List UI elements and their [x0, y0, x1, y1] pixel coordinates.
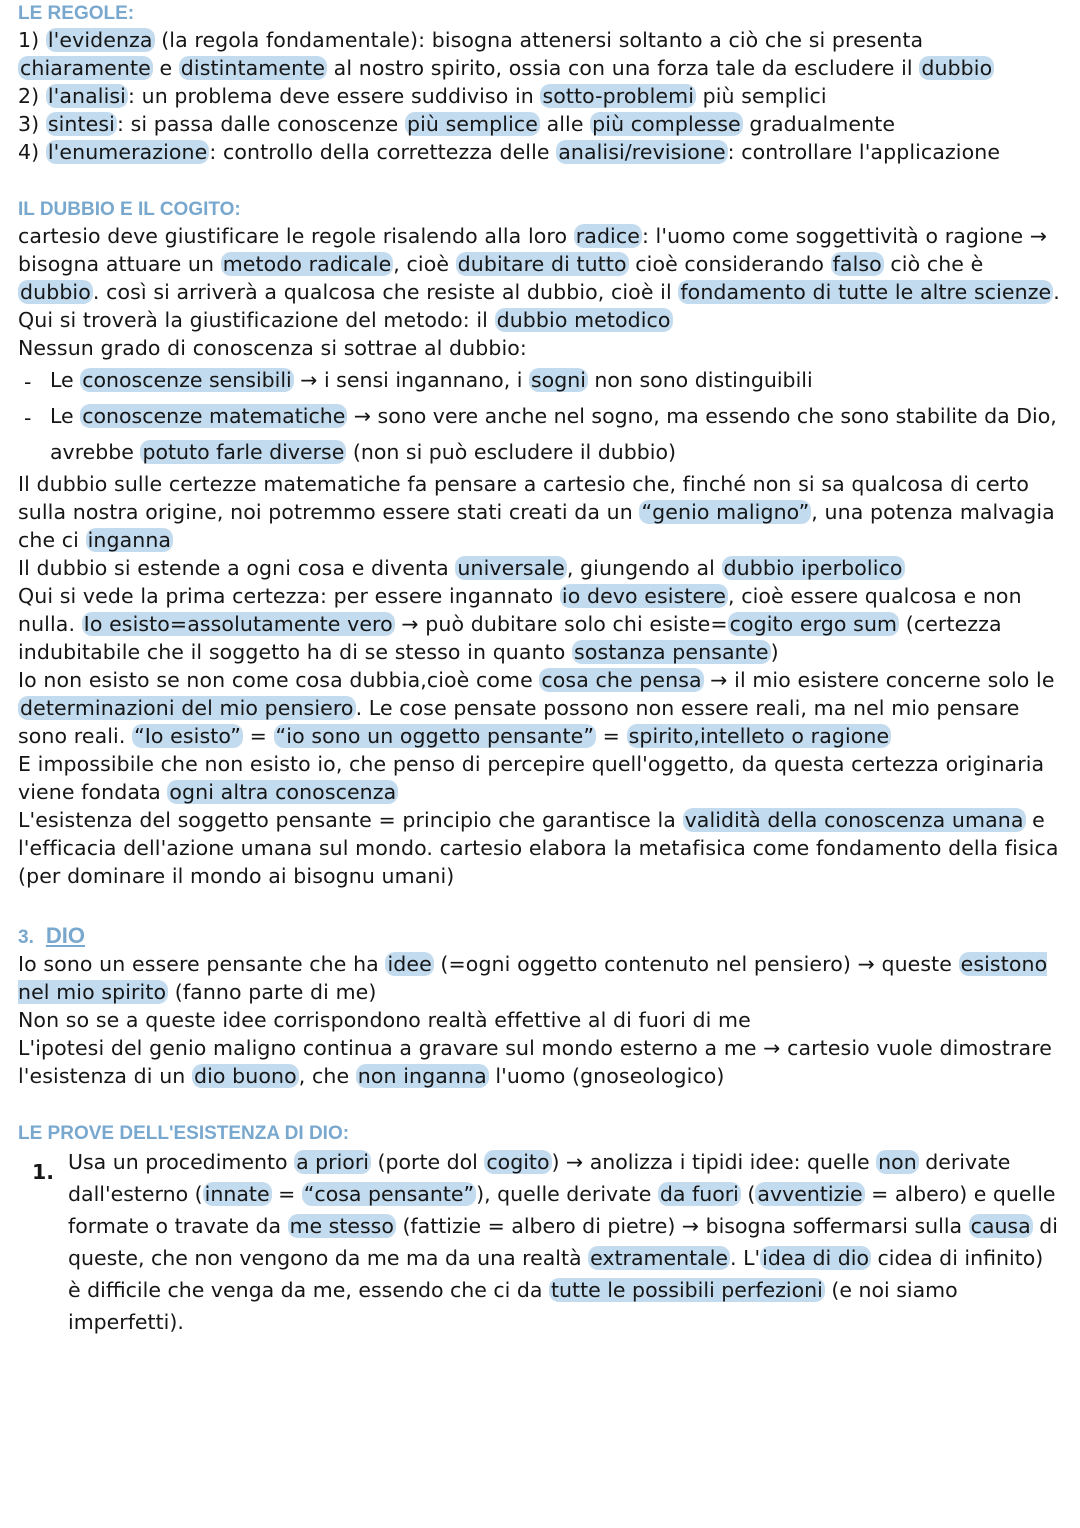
- rule-2: 2) l'analisi: un problema deve essere suddiviso in sotto-problemi più semplici: [18, 84, 827, 108]
- proofs-list: [18, 1146, 1062, 1338]
- highlight: me stesso: [289, 1214, 394, 1238]
- highlight: l'evidenza: [47, 28, 153, 52]
- highlight: conoscenze matematiche: [82, 404, 346, 428]
- highlight: chiaramente: [20, 56, 151, 80]
- highlight: dubitare di tutto: [457, 252, 627, 276]
- highlight: potuto farle diverse: [142, 440, 345, 464]
- highlight: distintamente: [180, 56, 326, 80]
- highlight: “Io esisto”: [134, 724, 242, 748]
- item-number: 1.: [32, 1160, 55, 1184]
- highlight: sintesi: [47, 112, 115, 136]
- highlight: sostanza pensante: [574, 640, 769, 664]
- highlight: extramentale: [590, 1246, 729, 1270]
- highlight: cogito: [486, 1150, 550, 1174]
- doubt-paragraph-6: Io non esisto se non come cosa dubbia,cioè come cosa che pensa → il mio esistere concerne solo le determinazioni del mio pensiero. Le cose pensate possono non essere reali, ma nel mio pensare sono reali. “Io esisto” = “io sono un oggetto pensante” = spirito,intelleto o ragione: [18, 668, 1055, 748]
- doubt-heading: IL DUBBIO E IL COGITO:: [18, 199, 241, 220]
- highlight: idee: [387, 952, 432, 976]
- list-item: 1. Usa un procedimento a priori (porte dol cogito) → anolizza i tipidi idee: quelle non derivate dall'esterno (innate = “cosa pensante”), quelle derivate da fuori (avventizie = albero) e quelle formate o travate da me stesso (fattizie = albero di pietre) → bisogna soffermarsi sulla causa di queste, che non vengono da me ma da una realtà extramentale. L'idea di dio cidea di infinito) è difficile che venga da me, essendo che ci da tutte le possibili perfezioni (e noi siamo imperfetti).: [32, 1150, 1058, 1334]
- highlight: conoscenze sensibili: [82, 368, 292, 392]
- highlight: inganna: [87, 528, 172, 552]
- highlight: da fuori: [659, 1182, 739, 1206]
- highlight: spirito,intelleto o ragione: [628, 724, 890, 748]
- dash-bullet-icon: -: [24, 406, 32, 430]
- highlight: l'analisi: [47, 84, 126, 108]
- highlight: tutte le possibili perfezioni: [551, 1278, 823, 1302]
- highlight: “io sono un oggetto pensante”: [275, 724, 595, 748]
- proofs-heading: LE PROVE DELL'ESISTENZA DI DIO:: [18, 1123, 350, 1144]
- highlight: metodo radicale: [222, 252, 392, 276]
- highlight: dubbio: [20, 280, 91, 304]
- knowledge-list: [18, 362, 1062, 470]
- highlight: io devo esistere: [561, 584, 727, 608]
- god-paragraph-1: Io sono un essere pensante che ha idee (=ogni oggetto contenuto nel pensiero) → queste esistono nel mio spirito (fanno parte di me): [18, 952, 1048, 1004]
- list-item: - Le conoscenze sensibili → i sensi ingannano, i sogni non sono distinguibili: [18, 362, 1062, 398]
- god-paragraph-2: Non so se a queste idee corrispondono realtà effettive al di fuori di me: [18, 1008, 751, 1032]
- highlight: l'enumerazione: [47, 140, 208, 164]
- highlight: non: [878, 1150, 917, 1174]
- highlight: cosa che pensa: [541, 668, 702, 692]
- rule-1: 1) l'evidenza (la regola fondamentale): bisogna attenersi soltanto a ciò che si presenta chiaramente e distintamente al nostro spirito, ossia con una forza tale da escludere il dubbio: [18, 28, 993, 80]
- highlight: cogito ergo sum: [729, 612, 898, 636]
- god-paragraph-3: L'ipotesi del genio maligno continua a gravare sul mondo esterno a me → cartesio vuole dimostrare l'esistenza di un dio buono, che non inganna l'uomo (gnoseologico): [18, 1036, 1052, 1088]
- highlight: universale: [457, 556, 565, 580]
- rule-4: 4) l'enumerazione: controllo della correttezza delle analisi/revisione: controllare l'applicazione: [18, 140, 1001, 164]
- highlight: ogni altra conoscenza: [169, 780, 397, 804]
- highlight: radice: [575, 224, 640, 248]
- rules-heading: LE REGOLE:: [18, 3, 135, 24]
- highlight: Io esisto=assolutamente vero: [83, 612, 393, 636]
- highlight: innate: [204, 1182, 270, 1206]
- highlight: dubbio iperbolico: [723, 556, 903, 580]
- highlight: sotto-problemi: [542, 84, 694, 108]
- highlight: più semplice: [407, 112, 538, 136]
- section-number: 3.: [18, 927, 34, 948]
- doubt-paragraph-2: Nessun grado di conoscenza si sottrae al dubbio:: [18, 336, 527, 360]
- doubt-paragraph-3: Il dubbio sulle certezze matematiche fa pensare a cartesio che, finché non si sa qualcosa di certo sulla nostra origine, noi potremmo essere stati creati da un “genio maligno”, una potenza malvagia che ci inganna: [18, 472, 1055, 552]
- highlight: analisi/revisione: [558, 140, 726, 164]
- section-title: DIO: [45, 923, 85, 948]
- list-item: - Le conoscenze matematiche → sono vere anche nel sogno, ma essendo che sono stabilite da Dio, avrebbe potuto farle diverse (non si può escludere il dubbio): [18, 398, 1062, 470]
- highlight: sogni: [530, 368, 586, 392]
- god-heading: [18, 924, 1062, 950]
- highlight: esistono nel mio spirito: [18, 952, 1048, 1004]
- highlight: validità della conoscenza umana: [684, 808, 1024, 832]
- highlight: dubbio: [921, 56, 993, 80]
- highlight: più complesse: [592, 112, 741, 136]
- highlight: non inganna: [357, 1064, 487, 1088]
- highlight: determinazioni del mio pensiero: [20, 696, 354, 720]
- highlight: avventizie: [757, 1182, 863, 1206]
- highlight: “genio maligno”: [641, 500, 810, 524]
- highlight: fondamento di tutte le altre scienze: [680, 280, 1052, 304]
- highlight: falso: [832, 252, 882, 276]
- highlight: causa: [970, 1214, 1031, 1238]
- doubt-paragraph-1: cartesio deve giustificare le regole risalendo alla loro radice: l'uomo come soggettività o ragione → bisogna attuare un metodo radicale, cioè dubitare di tutto cioè considerando falso ciò che è dubbio. così si arriverà a qualcosa che resiste al dubbio, cioè il fondamento di tutte le altre scienze. Qui si troverà la giustificazione del metodo: il dubbio metodico: [18, 224, 1060, 332]
- dash-bullet-icon: -: [24, 370, 32, 394]
- rule-3: 3) sintesi: si passa dalle conoscenze più semplice alle più complesse gradualmente: [18, 112, 896, 136]
- highlight: a priori: [296, 1150, 369, 1174]
- doubt-paragraph-5: Qui si vede la prima certezza: per essere ingannato io devo esistere, cioè essere qualcosa e non nulla. Io esisto=assolutamente vero → può dubitare solo chi esiste=cogito ergo sum (certezza indubitabile che il soggetto ha di se stesso in quanto sostanza pensante): [18, 584, 1022, 664]
- doubt-paragraph-4: Il dubbio si estende a ogni cosa e diventa universale, giungendo al dubbio iperbolico: [18, 556, 903, 580]
- highlight: idea di dio: [762, 1246, 869, 1270]
- doubt-paragraph-8: L'esistenza del soggetto pensante = principio che garantisce la validità della conoscenza umana e l'efficacia dell'azione umana sul mondo. cartesio elabora la metafisica come fondamento della fisica (per dominare il mondo ai bisognu umani): [18, 808, 1059, 888]
- highlight: “cosa pensante”: [303, 1182, 475, 1206]
- doubt-paragraph-7: E impossibile che non esisto io, che penso di percepire quell'oggetto, da questa certezza originaria viene fondata ogni altra conoscenza: [18, 752, 1045, 804]
- highlight: dio buono: [194, 1064, 297, 1088]
- highlight: dubbio metodico: [496, 308, 671, 332]
